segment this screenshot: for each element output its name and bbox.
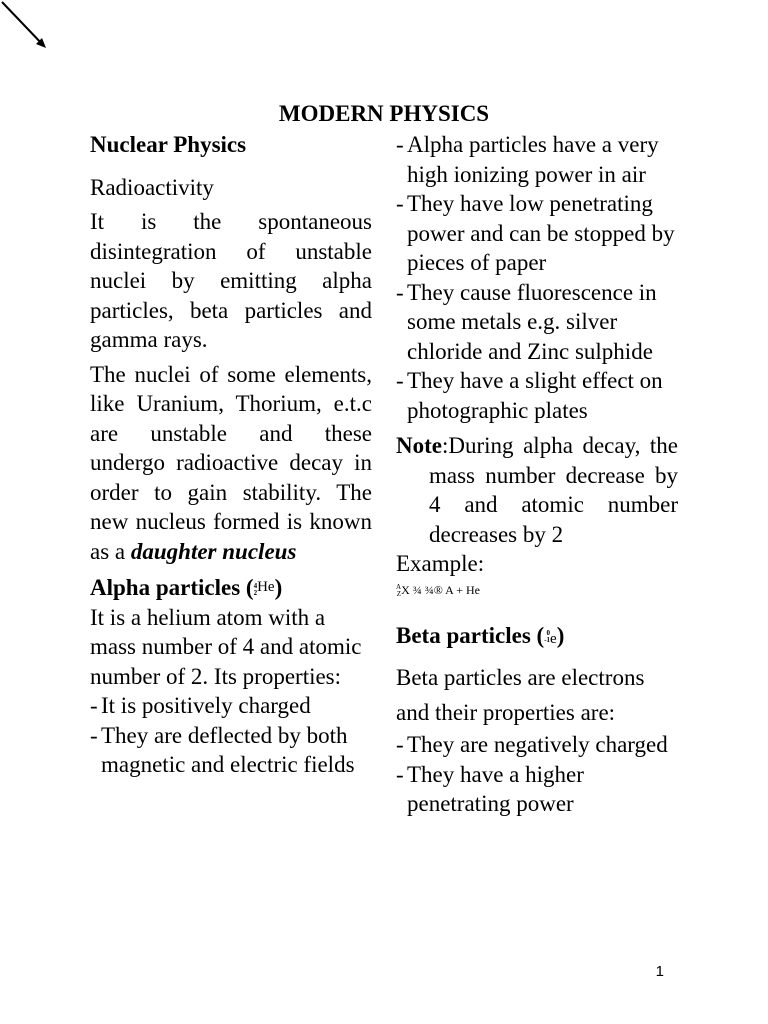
example-label: Example: xyxy=(396,551,485,576)
page-title: MODERN PHYSICS xyxy=(278,101,490,126)
list-item xyxy=(396,189,678,278)
bullet-dash: - xyxy=(396,279,404,305)
note-label: Note xyxy=(396,433,442,458)
alpha-bullet-list xyxy=(90,691,372,780)
list-item-text: They are negatively charged xyxy=(407,732,668,757)
radioactivity-definition: It is the spontaneous disintegration of unstable nuclei by emitting alpha particles, beta particles and gamma rays. xyxy=(90,209,372,352)
left-column xyxy=(90,130,372,780)
list-item-text: They have low penetrating power and can be stopped by pieces of paper xyxy=(407,191,675,275)
alpha-mass-number: 4 xyxy=(253,581,258,590)
beta-bullet-list xyxy=(396,730,678,819)
bullet-dash: - xyxy=(396,761,404,787)
beta-charge-number: -1 xyxy=(544,636,551,645)
list-item xyxy=(396,130,678,189)
list-item xyxy=(90,721,372,780)
page-number: 1 xyxy=(655,963,664,980)
beta-symbol: e xyxy=(550,630,557,647)
equation-text: X ¾ ¾® A + He xyxy=(401,582,480,597)
alpha-heading xyxy=(90,573,372,603)
alpha-atomic-number: 2 xyxy=(253,588,258,597)
list-item-text: They are deflected by both magnetic and electric fields xyxy=(101,722,355,777)
list-item-text: They have a slight effect on photographic plates xyxy=(407,368,663,423)
stability-text: The nuclei of some elements, like Uranium, Thorium, e.t.c are unstable and these undergo radioactive decay in order to gain stability. The new nucleus formed is known as a xyxy=(90,361,372,564)
daughter-nucleus-term: daughter nucleus xyxy=(130,538,297,564)
beta-heading-close: ) xyxy=(556,622,565,648)
bullet-dash: - xyxy=(396,732,404,757)
beta-description: Beta particles are electrons and their properties are: xyxy=(396,665,645,725)
alpha-heading-label: Alpha particles ( xyxy=(90,575,254,600)
bullet-dash: - xyxy=(396,191,404,216)
alpha-properties-list xyxy=(396,130,678,425)
beta-heading xyxy=(396,621,678,655)
beta-heading-label: Beta particles ( xyxy=(396,622,545,648)
bullet-dash: - xyxy=(396,132,404,157)
bullet-dash: - xyxy=(90,722,98,748)
beta-mass-number: 0 xyxy=(546,629,551,638)
list-item xyxy=(396,730,678,760)
section-heading: Nuclear Physics xyxy=(90,132,247,157)
bullet-dash: - xyxy=(90,693,98,718)
list-item-text: They have a higher penetrating power xyxy=(407,761,584,816)
note-paragraph xyxy=(396,431,678,549)
bullet-dash: - xyxy=(396,368,404,393)
stability-paragraph xyxy=(90,360,372,567)
subheading-radioactivity: Radioactivity xyxy=(90,174,214,200)
list-item xyxy=(396,278,678,367)
note-text: :During alpha decay, the mass number decrease by 4 and atomic number decreases by 2 xyxy=(429,433,678,547)
alpha-heading-close: ) xyxy=(274,575,283,600)
list-item xyxy=(396,760,678,819)
alpha-symbol: He xyxy=(257,579,275,595)
right-column xyxy=(396,130,678,819)
alpha-decay-equation xyxy=(396,581,678,599)
parent-index: A Z xyxy=(396,582,402,598)
list-item xyxy=(396,366,678,425)
alpha-description: It is a helium atom with a mass number of 4 and atomic number of 2. Its properties: xyxy=(90,604,362,689)
list-item-text: It is positively charged xyxy=(101,693,311,718)
list-item xyxy=(90,691,372,721)
list-item-text: They cause fluorescence in some metals e.g. silver chloride and Zinc sulphide xyxy=(407,279,657,364)
list-item-text: Alpha particles have a very high ionizing power in air xyxy=(407,132,659,187)
arrow-icon xyxy=(0,0,50,52)
